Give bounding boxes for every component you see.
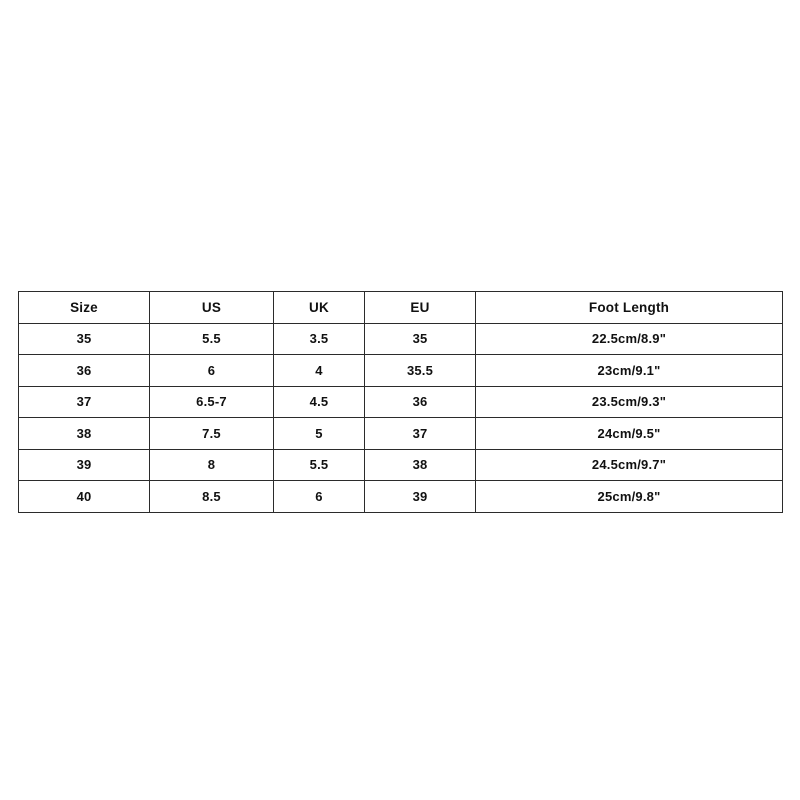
cell-size: 39 [19,449,150,481]
column-header-size: Size [19,292,150,324]
table-body [19,323,783,512]
cell-foot-length: 23.5cm/9.3" [476,386,783,418]
table-row [19,355,783,387]
cell-size: 35 [19,323,150,355]
column-header-us: US [150,292,274,324]
cell-foot-length: 23cm/9.1" [476,355,783,387]
table-header [19,292,783,324]
cell-size: 40 [19,481,150,513]
cell-us: 6.5-7 [150,386,274,418]
cell-uk: 6 [274,481,365,513]
table-row [19,481,783,513]
table-row [19,386,783,418]
cell-us: 7.5 [150,418,274,450]
cell-eu: 35 [365,323,476,355]
size-chart-table [18,291,783,513]
cell-size: 38 [19,418,150,450]
cell-us: 6 [150,355,274,387]
cell-eu: 37 [365,418,476,450]
cell-foot-length: 24.5cm/9.7" [476,449,783,481]
cell-uk: 4.5 [274,386,365,418]
column-header-uk: UK [274,292,365,324]
cell-eu: 38 [365,449,476,481]
cell-foot-length: 25cm/9.8" [476,481,783,513]
cell-size: 36 [19,355,150,387]
cell-uk: 3.5 [274,323,365,355]
cell-eu: 39 [365,481,476,513]
cell-uk: 5.5 [274,449,365,481]
cell-us: 8 [150,449,274,481]
cell-foot-length: 24cm/9.5" [476,418,783,450]
cell-eu: 35.5 [365,355,476,387]
table-row [19,449,783,481]
table-row [19,418,783,450]
cell-uk: 5 [274,418,365,450]
cell-uk: 4 [274,355,365,387]
table-row [19,323,783,355]
cell-eu: 36 [365,386,476,418]
column-header-eu: EU [365,292,476,324]
cell-us: 8.5 [150,481,274,513]
cell-foot-length: 22.5cm/8.9" [476,323,783,355]
table-header-row [19,292,783,324]
cell-us: 5.5 [150,323,274,355]
cell-size: 37 [19,386,150,418]
column-header-foot-length: Foot Length [476,292,783,324]
size-chart-container [18,291,782,513]
